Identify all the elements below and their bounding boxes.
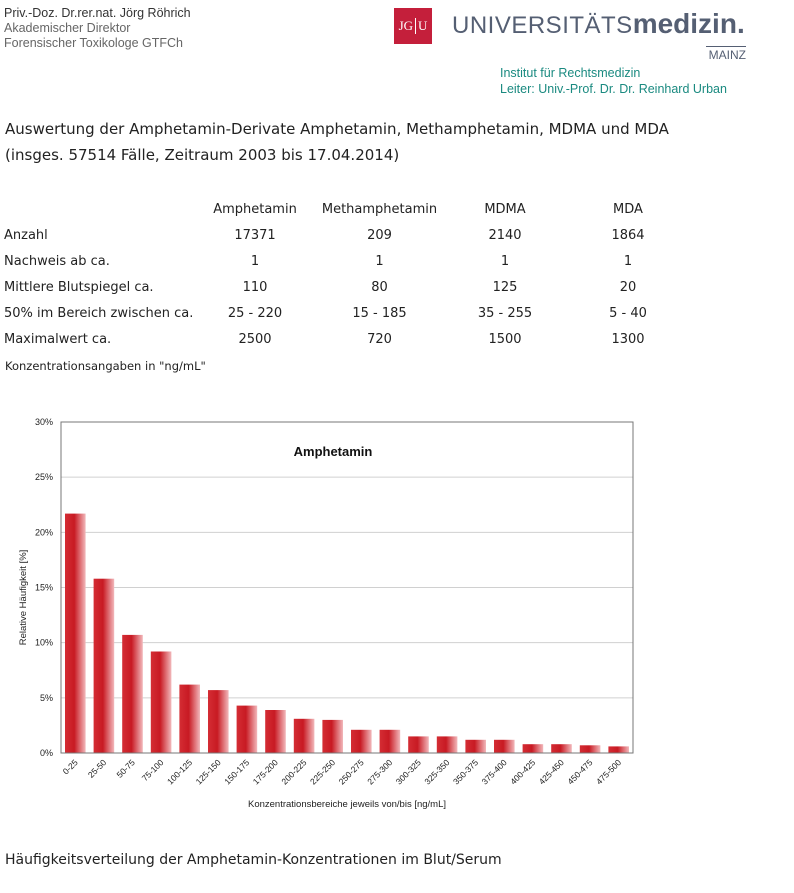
bar-275-300 — [380, 730, 401, 753]
col-header-amphetamin: Amphetamin — [213, 201, 297, 217]
table-header-empty — [4, 196, 202, 222]
bar-75-100 — [151, 652, 172, 754]
cell-value: 720 — [367, 331, 392, 347]
col-header-methamphetamin: Methamphetamin — [321, 201, 438, 217]
cell-value: 1500 — [488, 331, 522, 347]
x-tick-label: 275-300 — [365, 757, 395, 787]
stats-table — [4, 196, 697, 352]
bar-225-250 — [322, 720, 343, 753]
x-tick-label: 150-175 — [222, 757, 252, 787]
cell-value: 2500 — [238, 331, 272, 347]
intro-line-1: Auswertung der Amphetamin-Derivate Amphetamin, Methamphetamin, MDMA und MDA — [5, 120, 669, 138]
row-label: Nachweis ab ca. — [4, 253, 110, 269]
row-label: 50% im Bereich zwischen ca. — [4, 305, 194, 321]
x-tick-label: 75-100 — [139, 757, 166, 784]
author-title: Akademischer Direktor — [4, 21, 131, 35]
chart-caption: Häufigkeitsverteilung der Amphetamin-Konzentrationen im Blut/Serum — [5, 852, 502, 868]
chart-grid — [61, 477, 633, 698]
cell-value: 20 — [619, 279, 637, 295]
y-axis-label: Relative Häufigkeit [%] — [18, 549, 29, 646]
y-axis-ticks — [35, 417, 53, 758]
bar-125-150 — [208, 690, 229, 753]
bar-0-25 — [65, 514, 86, 753]
logo-med-text: medizin. — [632, 8, 745, 39]
x-tick-label: 400-425 — [508, 757, 538, 787]
bar-150-175 — [237, 706, 258, 753]
bar-175-200 — [265, 710, 286, 753]
author-qualification: Forensischer Toxikologe GTFCh — [4, 36, 184, 50]
table-row — [4, 274, 697, 300]
x-tick-label: 425-450 — [536, 757, 566, 787]
x-tick-label: 350-375 — [450, 757, 481, 787]
jgu-logo — [394, 8, 432, 44]
y-tick-label: 30% — [34, 417, 53, 427]
y-tick-label: 15% — [34, 582, 53, 593]
bar-375-400 — [494, 740, 515, 753]
x-tick-label: 200-225 — [279, 757, 309, 787]
bar-100-125 — [179, 685, 200, 753]
cell-value: 110 — [242, 279, 268, 295]
x-tick-label: 450-475 — [565, 757, 595, 787]
intro-line-2: (insges. 57514 Fälle, Zeitraum 2003 bis 17.04.2014) — [5, 146, 400, 164]
x-tick-label: 300-325 — [393, 757, 423, 787]
bar-450-475 — [580, 745, 601, 753]
cell-value: 17371 — [234, 227, 276, 243]
row-label: Maximalwert ca. — [4, 331, 112, 347]
x-tick-label: 125-150 — [193, 757, 223, 787]
unit-note: Konzentrationsangaben in "ng/mL" — [5, 359, 206, 373]
logo-uni-text: UNIVERSITÄTS — [452, 12, 633, 39]
cell-value: 1 — [375, 253, 384, 269]
table-row — [4, 222, 697, 248]
cell-value: 25 - 220 — [227, 305, 283, 321]
y-tick-label: 25% — [34, 472, 53, 483]
x-tick-label: 325-350 — [422, 757, 452, 787]
jgu-logo-right: U — [418, 18, 428, 33]
cell-value: 1 — [623, 253, 633, 269]
bar-250-275 — [351, 730, 372, 753]
x-tick-label: 0-25 — [60, 757, 80, 777]
chart-bars — [65, 514, 629, 753]
bar-475-500 — [608, 746, 629, 753]
cell-value: 2140 — [488, 227, 522, 243]
row-label: Anzahl — [4, 227, 48, 243]
x-tick-label: 25-50 — [85, 757, 109, 780]
bar-350-375 — [465, 740, 486, 753]
x-tick-label: 250-275 — [336, 757, 366, 787]
cell-value: 80 — [371, 279, 388, 295]
cell-value: 15 - 185 — [352, 305, 407, 321]
bar-25-50 — [94, 579, 115, 753]
cell-value: 1864 — [611, 227, 645, 243]
table-row — [4, 326, 697, 352]
x-tick-label: 225-250 — [307, 757, 338, 787]
y-tick-label: 20% — [34, 527, 53, 538]
cell-value: 1 — [250, 253, 260, 269]
col-header-mdma: MDMA — [484, 201, 526, 217]
y-tick-label: 0% — [39, 748, 53, 758]
y-tick-label: 10% — [34, 637, 53, 648]
x-tick-label: 50-75 — [114, 757, 137, 780]
bar-400-425 — [523, 744, 544, 753]
institute-leader: Leiter: Univ.-Prof. Dr. Dr. Reinhard Urban — [500, 82, 727, 96]
jgu-logo-left: JG — [398, 18, 414, 33]
table-row — [4, 248, 697, 274]
x-tick-label: 475-500 — [593, 757, 624, 787]
bar-300-325 — [408, 736, 429, 753]
x-axis-label: Konzentrationsbereiche jeweils von/bis [ng/mL] — [247, 799, 447, 810]
cell-value: 1300 — [611, 331, 645, 347]
author-name: Priv.-Doz. Dr.rer.nat. Jörg Röhrich — [4, 6, 191, 20]
table-row — [4, 300, 697, 326]
x-axis-ticks — [61, 757, 624, 786]
table-header-row — [4, 196, 697, 222]
chart-title: Amphetamin — [293, 444, 373, 459]
x-tick-label: 175-200 — [250, 757, 280, 787]
institute-name: Institut für Rechtsmedizin — [500, 66, 641, 80]
x-tick-label: 100-125 — [164, 757, 195, 787]
logo-mainz-text: MAINZ — [706, 46, 746, 62]
bar-325-350 — [437, 736, 458, 753]
cell-value: 125 — [492, 279, 518, 295]
x-tick-label: 375-400 — [479, 757, 509, 787]
col-header-mda: MDA — [613, 201, 643, 217]
amphetamin-chart — [0, 405, 660, 825]
bar-200-225 — [294, 719, 315, 753]
bar-50-75 — [122, 635, 143, 753]
bar-425-450 — [551, 744, 572, 753]
row-label: Mittlere Blutspiegel ca. — [4, 279, 154, 295]
cell-value: 5 - 40 — [609, 305, 647, 321]
unimedizin-logo — [452, 8, 745, 40]
cell-value: 1 — [500, 253, 510, 269]
cell-value: 209 — [367, 227, 392, 243]
y-tick-label: 5% — [39, 692, 53, 703]
cell-value: 35 - 255 — [477, 305, 533, 321]
